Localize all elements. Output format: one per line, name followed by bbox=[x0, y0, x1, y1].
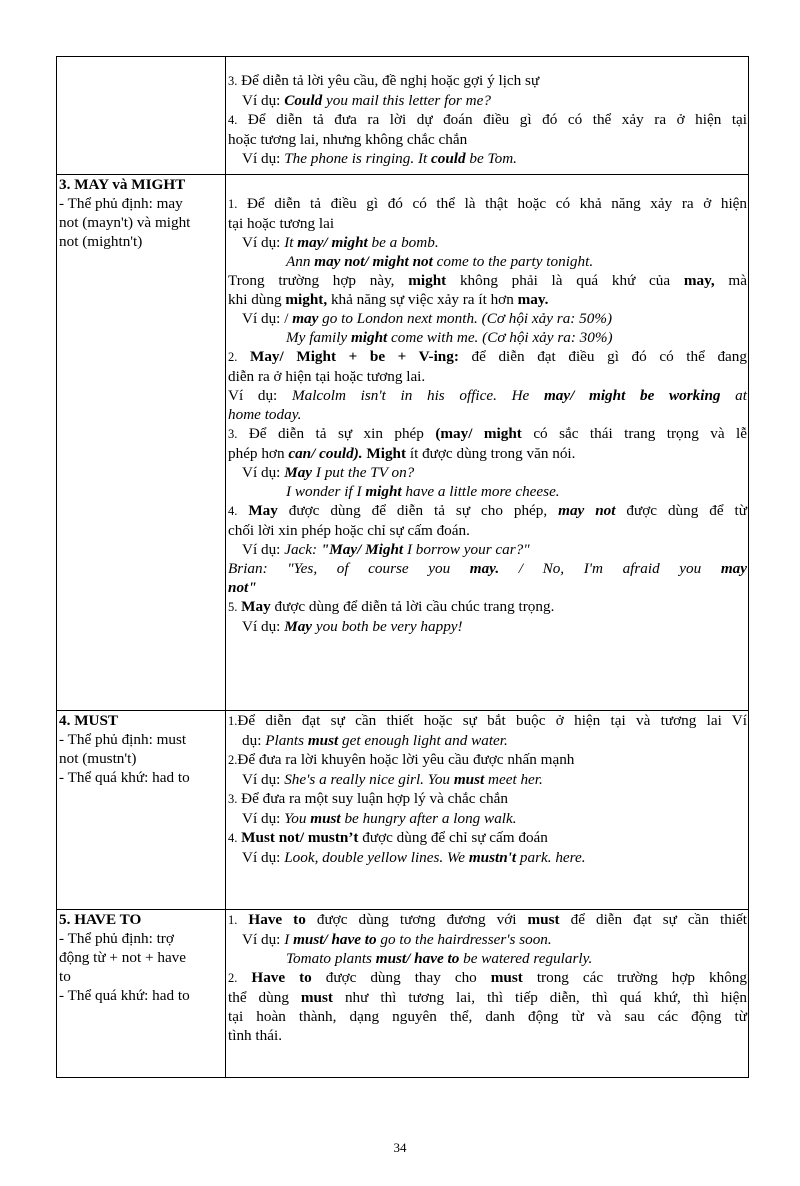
text-run: can/ could). bbox=[288, 445, 363, 462]
text-line bbox=[228, 252, 747, 271]
text-run: được dùng thay cho bbox=[311, 969, 491, 986]
text-run: must/ have to bbox=[293, 931, 377, 948]
text-run: May bbox=[241, 598, 271, 615]
section-heading: 5. HAVE TO bbox=[59, 911, 142, 928]
text-run: thể dùng bbox=[228, 989, 301, 1006]
text-run: come with me. (Cơ hội xảy ra: 30%) bbox=[387, 329, 613, 346]
text-run: Must not/ mustn’t bbox=[241, 829, 359, 846]
text-run: be watered regularly. bbox=[459, 950, 593, 967]
text-line bbox=[228, 290, 747, 309]
text-line bbox=[59, 730, 224, 749]
text-line bbox=[228, 71, 747, 91]
text-run: must bbox=[307, 732, 339, 749]
text-run: được dùng để diễn tả lời cầu chúc trang trọng. bbox=[270, 598, 555, 615]
text-run: Plants bbox=[265, 732, 308, 749]
text-run: Might bbox=[366, 445, 407, 462]
text-run: mustn't bbox=[468, 849, 517, 866]
text-run: Ví dụ: bbox=[228, 387, 292, 404]
text-run: May/ Might + be + V-ing: bbox=[250, 348, 459, 365]
text-run: must bbox=[310, 810, 341, 827]
text-run: may not bbox=[558, 502, 616, 519]
text-line bbox=[228, 194, 747, 214]
text-line bbox=[228, 848, 747, 867]
text-line bbox=[228, 444, 747, 463]
text-run bbox=[237, 969, 251, 986]
text-line bbox=[228, 617, 747, 636]
usage-cell bbox=[226, 175, 749, 711]
text-run: must bbox=[300, 989, 333, 1006]
text-line bbox=[59, 175, 224, 194]
modal-verb-cell bbox=[57, 57, 226, 175]
text-run: Để diễn tả sự xin phép bbox=[237, 425, 436, 442]
text-run: come to the party tonight. bbox=[432, 253, 594, 270]
text-line bbox=[228, 367, 747, 386]
list-number: 4. bbox=[228, 504, 238, 518]
text-run: park. here. bbox=[516, 849, 586, 866]
text-run: may not/ might not bbox=[314, 253, 433, 270]
usage-cell bbox=[226, 910, 749, 1078]
page-number: 34 bbox=[393, 1140, 407, 1155]
text-line bbox=[228, 130, 747, 149]
row-may-might bbox=[57, 175, 749, 711]
list-number: 5. bbox=[228, 600, 238, 614]
text-run: Tomato plants bbox=[286, 950, 376, 967]
text-line bbox=[228, 711, 747, 731]
text-line bbox=[228, 1026, 747, 1045]
text-line bbox=[228, 482, 747, 501]
list-number: 3. bbox=[228, 427, 238, 441]
text-run: Brian: "Yes, of course you bbox=[228, 560, 470, 577]
text-run: you both be very happy! bbox=[312, 618, 463, 635]
text-run: (may/ might bbox=[435, 425, 522, 442]
text-run: Ví dụ: bbox=[242, 234, 285, 251]
text-line bbox=[59, 232, 224, 251]
text-run: - Thể quá khứ: had to bbox=[59, 769, 190, 786]
text-line bbox=[59, 929, 224, 948]
list-number: 1. bbox=[228, 197, 238, 211]
text-run: trong các trường hợp không bbox=[522, 969, 747, 986]
text-line bbox=[228, 540, 747, 559]
list-number: 2. bbox=[228, 971, 238, 985]
text-run: not" bbox=[228, 579, 257, 596]
text-run: Ann bbox=[286, 253, 315, 270]
text-run: Ví dụ: bbox=[242, 150, 285, 167]
text-run: may bbox=[720, 560, 747, 577]
text-run: Could bbox=[284, 92, 323, 109]
text-run: dụ: bbox=[242, 732, 266, 749]
text-line bbox=[228, 809, 747, 828]
text-run: có sắc thái trang trọng và lễ bbox=[521, 425, 748, 442]
list-number: 1. bbox=[228, 913, 238, 927]
text-run: not (mustn't) bbox=[59, 750, 137, 767]
text-run: The phone is ringing. It bbox=[284, 150, 432, 167]
text-line bbox=[59, 194, 224, 213]
text-line bbox=[59, 967, 224, 986]
text-run: to bbox=[59, 968, 71, 985]
text-run: tại hoặc tương lai bbox=[228, 215, 335, 232]
text-line bbox=[228, 578, 747, 597]
section-heading: 4. MUST bbox=[59, 712, 119, 729]
text-run: phép hơn bbox=[228, 445, 289, 462]
list-number: 2. bbox=[228, 753, 238, 767]
text-run: May bbox=[248, 502, 278, 519]
text-line bbox=[228, 949, 747, 968]
text-run: hoặc tương lai, nhưng không chắc chắn bbox=[228, 131, 468, 148]
text-run: / No, I'm afraid you bbox=[499, 560, 721, 577]
text-line bbox=[228, 463, 747, 482]
text-line bbox=[59, 768, 224, 787]
text-run: may. bbox=[469, 560, 500, 577]
text-line bbox=[228, 930, 747, 949]
list-number: 4. bbox=[228, 831, 238, 845]
text-line bbox=[228, 1007, 747, 1026]
text-run: - Thể quá khứ: had to bbox=[59, 987, 190, 1004]
text-run: được dùng để chỉ sự cấm đoán bbox=[358, 829, 548, 846]
modal-verb-cell bbox=[57, 711, 226, 910]
text-line bbox=[228, 424, 747, 444]
text-line bbox=[59, 711, 224, 730]
text-run: được dùng để từ bbox=[615, 502, 748, 519]
text-line bbox=[228, 309, 747, 328]
text-run: Trong trường hợp này, bbox=[228, 272, 409, 289]
text-run: might bbox=[408, 272, 447, 289]
text-run: tình thái. bbox=[228, 1027, 282, 1044]
text-run: Ví dụ: bbox=[242, 92, 285, 109]
text-run: might, bbox=[285, 291, 328, 308]
text-run: meet her. bbox=[484, 771, 543, 788]
row-have-to bbox=[57, 910, 749, 1078]
text-run: be a bomb. bbox=[367, 234, 439, 251]
text-run: may. bbox=[517, 291, 549, 308]
text-run: Để diễn tả lời yêu cầu, đề nghị hoặc gợi ý lịch sự bbox=[237, 72, 540, 89]
row-could-cont bbox=[57, 57, 749, 175]
text-line bbox=[228, 988, 747, 1007]
text-line bbox=[228, 910, 747, 930]
text-run: "May/ Might bbox=[320, 541, 404, 558]
text-run: have a little more cheese. bbox=[401, 483, 560, 500]
text-run: khả năng sự việc xảy ra ít hơn bbox=[327, 291, 518, 308]
text-run: go to London next month. (Cơ hội xảy ra: 50%) bbox=[318, 310, 613, 327]
text-run: Look, double yellow lines. We bbox=[284, 849, 469, 866]
text-line bbox=[228, 828, 747, 848]
text-run: must bbox=[453, 771, 485, 788]
text-run: I bbox=[284, 931, 294, 948]
text-line bbox=[228, 91, 747, 110]
text-line bbox=[228, 521, 747, 540]
section-heading: 3. MAY và MIGHT bbox=[59, 176, 186, 193]
text-run: May bbox=[284, 618, 313, 635]
text-line bbox=[228, 750, 747, 770]
text-run: Have to bbox=[251, 969, 312, 986]
text-run: Ví dụ: bbox=[242, 849, 285, 866]
text-run: Ví dụ: bbox=[242, 464, 285, 481]
text-run: get enough light and water. bbox=[338, 732, 508, 749]
text-run: khi dùng bbox=[228, 291, 286, 308]
text-line bbox=[228, 559, 747, 578]
text-run: I borrow your car?" bbox=[403, 541, 530, 558]
text-line bbox=[228, 968, 747, 988]
grammar-table-body bbox=[57, 57, 749, 1078]
text-run: May bbox=[284, 464, 313, 481]
text-run: I wonder if I bbox=[286, 483, 366, 500]
text-run: Ví dụ: bbox=[242, 618, 285, 635]
grammar-table bbox=[56, 56, 749, 1078]
text-run: You bbox=[284, 810, 311, 827]
modal-verb-cell bbox=[57, 175, 226, 711]
text-run: must bbox=[527, 911, 560, 928]
text-run: - Thể phủ định: may bbox=[59, 195, 183, 212]
text-line bbox=[59, 749, 224, 768]
text-run: might bbox=[350, 329, 388, 346]
usage-cell bbox=[226, 57, 749, 175]
text-run: Ví dụ: / bbox=[242, 310, 293, 327]
text-run: để diễn đạt điều gì đó có thể đang bbox=[458, 348, 747, 365]
text-line bbox=[228, 328, 747, 347]
list-number: 2. bbox=[228, 350, 238, 364]
text-run: at bbox=[720, 387, 747, 404]
text-run: chối lời xin phép hoặc chỉ sự cấm đoán. bbox=[228, 522, 470, 539]
text-run: home today. bbox=[228, 406, 302, 423]
text-run: - Thể phủ định: must bbox=[59, 731, 187, 748]
text-run bbox=[237, 911, 248, 928]
text-line bbox=[59, 213, 224, 232]
text-line bbox=[228, 731, 747, 750]
text-run: Để diễn tả đưa ra lời dự đoán điều gì đó có thể xảy ra ở hiện tại bbox=[237, 111, 747, 128]
text-run: It bbox=[284, 234, 298, 251]
text-line bbox=[59, 948, 224, 967]
text-run: may/ might bbox=[297, 234, 368, 251]
text-run: Have to bbox=[248, 911, 306, 928]
text-run: động từ + not + have bbox=[59, 949, 187, 966]
text-run bbox=[237, 348, 250, 365]
text-run: Ví dụ: bbox=[242, 931, 285, 948]
text-run: go to the hairdresser's soon. bbox=[376, 931, 552, 948]
text-run: được dùng tương đương với bbox=[305, 911, 528, 928]
text-run: may/ might be working bbox=[543, 387, 721, 404]
text-run: be hungry after a long walk. bbox=[340, 810, 517, 827]
text-run: Để đưa ra lời khuyên hoặc lời yêu cầu được nhấn mạnh bbox=[237, 751, 575, 768]
list-number: 1. bbox=[228, 714, 238, 728]
text-run bbox=[237, 502, 248, 519]
text-run: you mail this letter for me? bbox=[322, 92, 491, 109]
text-run: Để đưa ra một suy luận hợp lý và chắc chắn bbox=[237, 790, 508, 807]
text-run: may bbox=[292, 310, 319, 327]
list-number: 3. bbox=[228, 74, 238, 88]
usage-cell bbox=[226, 711, 749, 910]
text-run: Ví dụ: bbox=[242, 810, 285, 827]
text-run: Để diễn đạt sự cần thiết hoặc sự bắt buộc ở hiện tại và tương lai Ví bbox=[237, 712, 747, 729]
text-run: được dùng để diễn tả sự cho phép, bbox=[277, 502, 559, 519]
text-line bbox=[228, 271, 747, 290]
row-must bbox=[57, 711, 749, 910]
text-run: Ví dụ: bbox=[242, 541, 285, 558]
text-run: must/ have to bbox=[375, 950, 460, 967]
text-run: - Thể phủ định: trợ bbox=[59, 930, 174, 947]
text-line bbox=[228, 110, 747, 130]
text-run: Để diễn tả điều gì đó có thể là thật hoặc có khả năng xảy ra ở hiện bbox=[237, 195, 747, 212]
text-run: ít được dùng trong văn nói. bbox=[406, 445, 576, 462]
modal-verb-cell bbox=[57, 910, 226, 1078]
text-run: be Tom. bbox=[465, 150, 517, 167]
text-run: She's a really nice girl. You bbox=[284, 771, 454, 788]
text-run: diễn ra ở hiện tại hoặc tương lai. bbox=[228, 368, 426, 385]
text-run: My family bbox=[286, 329, 351, 346]
text-line bbox=[59, 986, 224, 1005]
text-line bbox=[228, 149, 747, 168]
text-line bbox=[228, 501, 747, 521]
text-line bbox=[228, 233, 747, 252]
text-run: could bbox=[431, 150, 466, 167]
list-number: 4. bbox=[228, 113, 238, 127]
text-run: Jack: bbox=[284, 541, 321, 558]
text-run: Malcolm isn't in his office. He bbox=[291, 387, 544, 404]
text-run: not (mayn't) và might bbox=[59, 214, 191, 231]
text-run: tại hoàn thành, dạng nguyên thể, danh động từ và sau các động từ bbox=[228, 1008, 747, 1025]
text-line bbox=[59, 910, 224, 929]
text-run: not (mightn't) bbox=[59, 233, 143, 250]
text-run: Ví dụ: bbox=[242, 771, 285, 788]
text-run: để diễn đạt sự cần thiết bbox=[559, 911, 747, 928]
text-line bbox=[228, 386, 747, 405]
text-run: may, bbox=[683, 272, 715, 289]
text-line bbox=[228, 789, 747, 809]
text-line bbox=[228, 214, 747, 233]
text-line bbox=[228, 405, 747, 424]
text-run: không phải là quá khứ của bbox=[446, 272, 684, 289]
list-number: 3. bbox=[228, 792, 238, 806]
text-run: như thì tương lai, thì tiếp diễn, thì quá khứ, thì hiện bbox=[332, 989, 747, 1006]
text-run: must bbox=[490, 969, 523, 986]
text-line bbox=[228, 347, 747, 367]
text-line bbox=[228, 597, 747, 617]
text-run: might bbox=[365, 483, 402, 500]
text-run: I put the TV on? bbox=[312, 464, 415, 481]
text-line bbox=[228, 770, 747, 789]
text-run: mà bbox=[714, 272, 747, 289]
